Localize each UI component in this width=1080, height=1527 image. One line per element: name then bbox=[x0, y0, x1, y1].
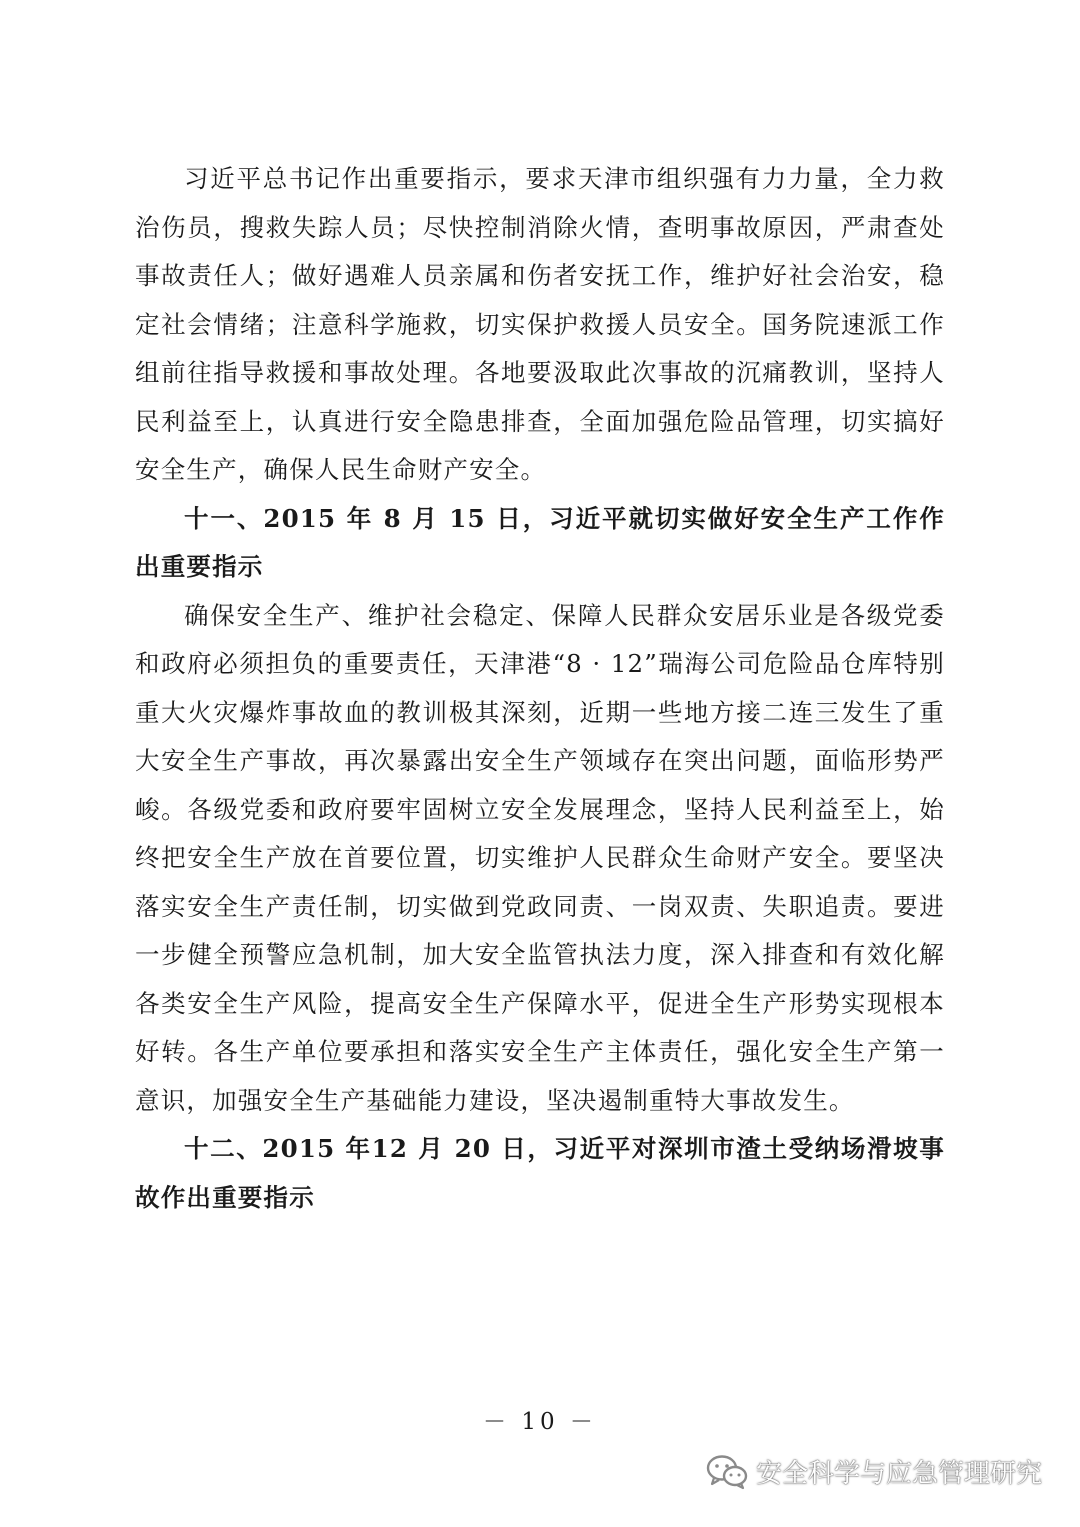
document-body bbox=[135, 155, 945, 1222]
wechat-icon bbox=[706, 1454, 748, 1490]
watermark-text: 安全科学与应急管理研究 bbox=[755, 1459, 1042, 1489]
section-heading-eleven: 十一、2015 年 8 月 15 日，习近平就切实做好安全生产工作作出重要指示 bbox=[135, 503, 945, 581]
paragraph-instruction: 确保安全生产、维护社会稳定、保障人民群众安居乐业是各级党委和政府必须担负的重要责任，天津港“8 · 12”瑞海公司危险品仓库特别重大火灾爆炸事故血的教训极其深刻，近期一些地方接二连三发生了重大安全生产事故，再次暴露出安全生产领域存在突出问题，面临形势严峻。各级党委和政府要牢固树立安全发展理念，坚持人民利益至上，始终把安全生产放在首要位置，切实维护人民群众生命财产安全。要坚决落实安全生产责任制，切实做到党政同责、一岗双责、失职追责。要进一步健全预警应急机制，加大安全监管执法力度，深入排查和有效化解各类安全生产风险，提高安全生产保障水平，促进全生产形势实现根本好转。各生产单位要承担和落实安全生产主体责任，强化安全生产第一意识，加强安全生产基础能力建设，坚决遏制重特大事故发生。 bbox=[135, 600, 945, 1115]
section-heading-twelve: 十二、2015 年12 月 20 日，习近平对深圳市渣土受纳场滑坡事故作出重要指示 bbox=[135, 1134, 945, 1212]
page-number: － 10 － bbox=[483, 1409, 597, 1435]
paragraph-intro: 习近平总书记作出重要指示，要求天津市组织强有力力量，全力救治伤员，搜救失踪人员；尽快控制消除火情，查明事故原因，严肃查处事故责任人；做好遇难人员亲属和伤者安抚工作，维护好社会治安，稳定社会情绪；注意科学施救，切实保护救援人员安全。国务院速派工作组前往指导救援和事故处理。各地要汲取此次事故的沉痛教训，坚持人民利益至上，认真进行安全隐患排查，全面加强危险品管理，切实搞好安全生产，确保人民生命财产安全。 bbox=[135, 164, 945, 484]
watermark bbox=[706, 1453, 1042, 1490]
